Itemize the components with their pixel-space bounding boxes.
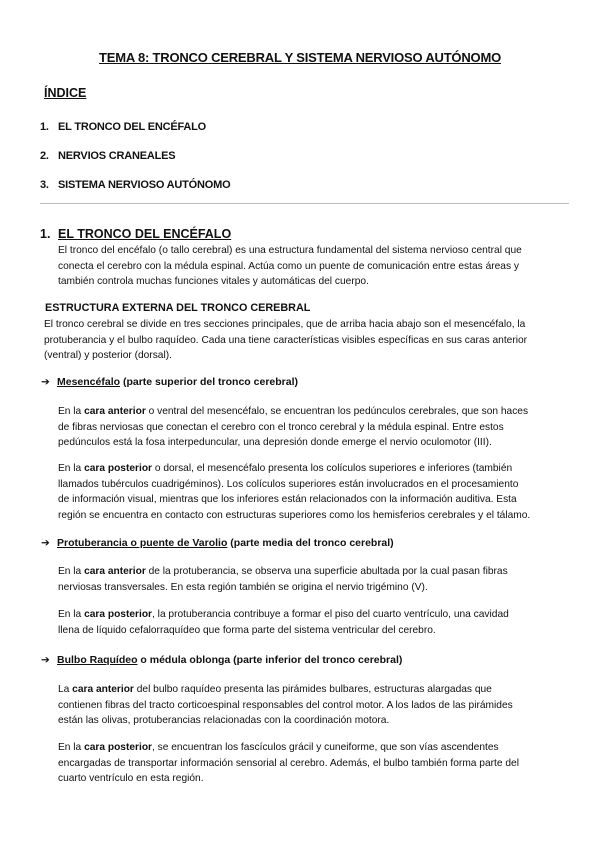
paragraph-line: cuarto ventrículo en esta región. [58, 773, 204, 785]
horizontal-divider [40, 203, 569, 204]
toc-item-label: NERVIOS CRANEALES [58, 150, 176, 162]
text-run: En la [58, 609, 85, 620]
arrow-icon: ➔ [41, 654, 50, 666]
text-run: , la protuberancia contribuye a formar el piso del cuarto ventrículo, una cavidad [152, 609, 509, 620]
text-run: La [58, 684, 73, 695]
paragraph-line: de fibras nerviosas que conectan el cerebro con el tronco cerebral y la médula espinal. Entre estos [58, 421, 504, 433]
toc-item-label: SISTEMA NERVIOSO AUTÓNOMO [58, 179, 231, 191]
toc-item-3 [40, 179, 230, 191]
section-number: 1. [40, 227, 51, 241]
text-run: o ventral del mesencéfalo, se encuentran los pedúnculos cerebrales, que son haces [145, 406, 529, 417]
bullet-description: (parte superior del tronco cerebral) [120, 376, 298, 388]
bold-term: cara posterior [84, 742, 153, 753]
paragraph-line: nerviosas transversales. En esta región también se origina el nervio trigémino (V). [58, 581, 428, 593]
bold-term: cara posterior [84, 463, 153, 474]
paragraph-line: contienen fibras del tracto corticoespinal responsables del control motor. A los lados de las pirámides [58, 699, 513, 711]
paragraph-line: llena de líquido cefalorraquídeo que forma parte del sistema ventricular del cerebro. [58, 624, 436, 636]
intro-line: El tronco del encéfalo (o tallo cerebral) es una estructura fundamental del sistema nervioso central que [58, 245, 522, 256]
arrow-icon: ➔ [41, 537, 50, 549]
external-structure-paragraph [44, 317, 527, 364]
paragraph-line: (ventral) y posterior (dorsal). [44, 350, 172, 362]
mesencefalo-posterior-paragraph [58, 461, 530, 523]
protuberancia-anterior-paragraph [58, 564, 508, 595]
subsection-heading: ESTRUCTURA EXTERNA DEL TRONCO CEREBRAL [45, 302, 311, 314]
bullet-description: o médula oblonga (parte inferior del tronco cerebral) [137, 654, 403, 666]
bullet-mesencefalo [41, 376, 298, 388]
mesencefalo-anterior-paragraph [58, 404, 528, 451]
paragraph-line: están las olivas, protuberancias relacionadas con la coordinación motora. [58, 715, 390, 727]
toc-item-number: 2. [40, 150, 49, 162]
bullet-description: (parte media del tronco cerebral) [227, 537, 394, 549]
bullet-term: Bulbo Raquídeo [57, 654, 138, 666]
text-run: o dorsal, el mesencéfalo presenta los colículos superiores e inferiores (también [152, 463, 513, 474]
index-heading: ÍNDICE [44, 86, 87, 100]
bold-term: cara anterior [84, 566, 146, 577]
section-title: EL TRONCO DEL ENCÉFALO [58, 227, 232, 241]
arrow-icon: ➔ [41, 376, 50, 388]
bold-term: cara anterior [84, 406, 146, 417]
bulbo-posterior-paragraph [58, 740, 519, 787]
paragraph-line: El tronco cerebral se divide en tres secciones principales, que de arriba hacia abajo son el mesencéfalo, la [44, 319, 526, 330]
paragraph-line: protuberancia y el bulbo raquídeo. Cada una tiene características visibles específicas en sus caras anterior [44, 334, 528, 346]
paragraph-line: de información visual, mientras que los inferiores están relacionados con la información auditiva. Esta [58, 494, 517, 506]
text-run: de la protuberancia, se observa una superficie abultada por la cual pasan fibras [145, 566, 508, 577]
toc-item-2 [40, 150, 175, 162]
paragraph-line: región se encuentra en contacto con estructuras superiores como los hemisferios cerebrales y el tálamo. [58, 509, 531, 521]
text-run: , se encuentran los fascículos grácil y cuneiforme, que son vías ascendentes [152, 742, 499, 753]
paragraph-line: encargadas de transportar información sensorial al cerebro. Además, el bulbo también forma parte del [58, 757, 519, 769]
toc-item-number: 3. [40, 179, 49, 191]
bullet-protuberancia [41, 537, 394, 549]
section-intro [58, 243, 522, 290]
toc-item-1 [40, 121, 206, 133]
paragraph-line: llamados tubérculos cuadrigéminos). Los colículos superiores están involucrados en el procesamiento [58, 478, 519, 490]
bullet-term: Mesencéfalo [57, 376, 121, 388]
section-heading [40, 227, 231, 241]
bold-term: cara anterior [72, 684, 134, 695]
text-run: En la [58, 742, 85, 753]
document-title: TEMA 8: TRONCO CEREBRAL Y SISTEMA NERVIOSO AUTÓNOMO [99, 50, 501, 65]
bullet-bulbo-raquideo [41, 654, 402, 666]
bullet-term: Protuberancia o puente de Varolio [57, 537, 228, 549]
text-run: del bulbo raquídeo presenta las pirámides bulbares, estructuras alargadas que [133, 684, 492, 695]
intro-line: también controla muchas funciones vitales y automáticas del cuerpo. [58, 276, 369, 288]
intro-line: conecta el cerebro con la médula espinal. Actúa como un puente de comunicación entre estas áreas y [58, 260, 519, 272]
text-run: En la [58, 566, 85, 577]
text-run: En la [58, 463, 85, 474]
paragraph-line: pedúnculos está la fosa interpeduncular, una depresión donde emerge el nervio oculomotor (III). [58, 437, 492, 449]
toc-item-number: 1. [40, 121, 49, 133]
text-run: En la [58, 406, 85, 417]
toc-item-label: EL TRONCO DEL ENCÉFALO [58, 121, 206, 133]
bulbo-anterior-paragraph [58, 682, 513, 729]
bold-term: cara posterior [84, 609, 153, 620]
protuberancia-posterior-paragraph [58, 607, 509, 638]
